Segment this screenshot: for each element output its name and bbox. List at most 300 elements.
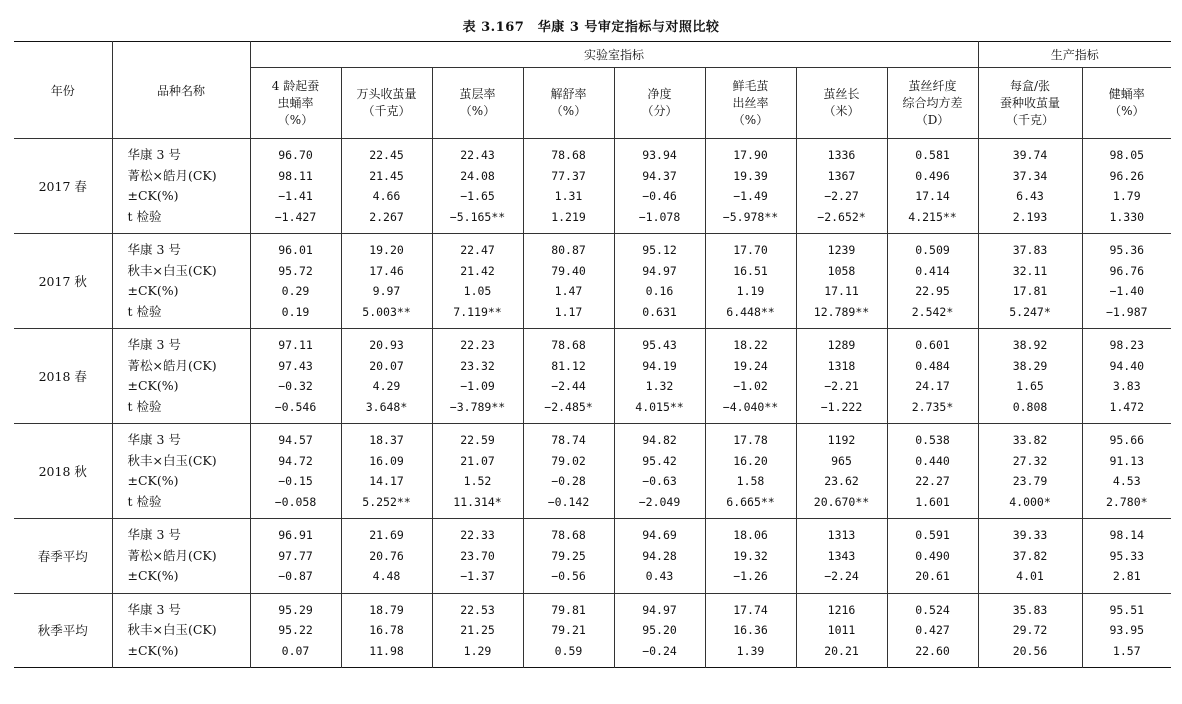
value: −0.142 [547, 494, 590, 509]
variety-name: 华康 3 号 [127, 601, 181, 617]
value: 98.14 [1109, 528, 1145, 542]
value: −0.32 [278, 379, 313, 393]
value-cell [978, 234, 1082, 329]
value-cell [887, 139, 978, 234]
column-header-line: 鲜毛茧 [732, 78, 769, 93]
value: 16.51 [733, 263, 768, 278]
column-header-line: （D） [915, 112, 950, 127]
value: −2.21 [824, 379, 859, 393]
table-row-group [14, 519, 1171, 594]
value: −1.41 [278, 189, 313, 203]
value: 1367 [827, 168, 856, 183]
value-cell [978, 593, 1082, 668]
value: 95.12 [642, 243, 677, 257]
value: 1313 [827, 528, 856, 542]
value: 4.015** [635, 399, 684, 414]
value: 0.591 [915, 528, 950, 542]
value: 94.69 [642, 528, 677, 542]
value: 1.57 [1112, 643, 1141, 658]
value: 12.789** [813, 304, 870, 319]
value: 16.78 [369, 623, 404, 637]
value: 3.83 [1112, 379, 1141, 393]
value: 27.32 [1012, 453, 1048, 468]
value-cell [523, 593, 614, 668]
value: 1.58 [736, 474, 765, 488]
value: 95.20 [642, 623, 677, 637]
variety-cell [112, 593, 250, 668]
column-header-line: 蚕种收茧量 [1000, 95, 1061, 110]
data-table [14, 41, 1171, 668]
variety-name: 华康 3 号 [127, 147, 181, 162]
value: 1343 [827, 548, 856, 563]
value: 965 [831, 453, 852, 468]
value-cell [705, 593, 796, 668]
variety-cell [112, 519, 250, 594]
variety-name: 菁松×皓月(CK) [127, 167, 217, 183]
table-row-group [14, 329, 1171, 424]
column-header-line: 茧丝长 [823, 87, 860, 101]
value-cell [250, 139, 341, 234]
value-cell [796, 424, 887, 519]
value: 1.29 [463, 643, 492, 658]
value-cell [341, 593, 432, 668]
column-header-line: （%） [550, 104, 587, 118]
value: 1.601 [915, 494, 950, 509]
value: −5.165** [449, 209, 506, 224]
variety-name: t 检验 [127, 303, 162, 319]
value: 79.81 [551, 602, 586, 617]
value-cell [796, 593, 887, 668]
value-cell [1082, 593, 1171, 668]
column-header-line: （米） [823, 104, 860, 118]
variety-name: ±CK(%) [127, 642, 179, 658]
value: 21.42 [460, 263, 495, 278]
value: 0.496 [915, 168, 950, 183]
column-header [705, 68, 796, 139]
column-header-line: 4 龄起蚕 [271, 78, 320, 93]
value: 38.29 [1012, 358, 1048, 373]
variety-name: t 检验 [127, 493, 162, 509]
value: 20.56 [1012, 643, 1048, 658]
value: 20.93 [369, 338, 404, 352]
value-cell [523, 234, 614, 329]
value: 95.36 [1109, 243, 1145, 257]
column-header [250, 68, 341, 139]
value: 18.22 [733, 338, 768, 352]
value: 35.83 [1012, 602, 1048, 617]
value-cell [341, 234, 432, 329]
value: 95.33 [1109, 548, 1145, 563]
value: 0.07 [281, 643, 310, 658]
value-cell [705, 424, 796, 519]
value: 1.05 [463, 284, 492, 298]
value: 78.68 [551, 338, 586, 352]
column-header-line: （%） [459, 104, 496, 118]
value: 0.538 [915, 433, 950, 447]
value: 94.97 [642, 602, 677, 617]
value-cell [705, 329, 796, 424]
value: 93.95 [1109, 623, 1145, 637]
value: 4.66 [372, 189, 401, 203]
value-cell [887, 329, 978, 424]
value: 1318 [827, 358, 856, 373]
column-header [523, 68, 614, 139]
value-cell [796, 329, 887, 424]
value: 17.70 [733, 243, 768, 257]
value: 0.29 [281, 284, 310, 298]
value: 79.02 [551, 453, 586, 468]
value: 96.70 [278, 148, 313, 162]
column-header-line: 茧丝纤度 [908, 78, 957, 93]
value: 16.36 [733, 623, 768, 637]
value: −1.427 [274, 209, 317, 224]
value: 6.43 [1016, 189, 1044, 203]
header-year: 年份 [14, 42, 112, 139]
value: 37.82 [1012, 548, 1048, 563]
value: 7.119** [453, 304, 502, 319]
value: −1.65 [460, 189, 495, 203]
variety-name: t 检验 [127, 208, 162, 224]
value: 18.06 [733, 528, 768, 542]
value: 98.05 [1109, 148, 1145, 162]
value: 1.65 [1016, 379, 1044, 393]
variety-name: 秋丰×白玉(CK) [127, 262, 217, 278]
table-title: 表 3.167 华康 3 号审定指标与对照比较 [462, 20, 720, 35]
variety-name: t 检验 [127, 398, 162, 414]
value: 38.92 [1012, 338, 1048, 352]
value: 11.98 [369, 643, 404, 658]
value-cell [341, 139, 432, 234]
value: 79.25 [551, 548, 586, 563]
value: 22.23 [460, 338, 495, 352]
value-cell [432, 234, 523, 329]
value: 6.665** [726, 494, 775, 509]
value: 94.57 [278, 433, 313, 447]
variety-cell [112, 234, 250, 329]
variety-name: 秋丰×白玉(CK) [127, 622, 217, 637]
value-cell [614, 329, 705, 424]
value: −0.46 [642, 189, 677, 203]
value-cell [341, 329, 432, 424]
value: −4.040** [722, 399, 779, 414]
value: 0.484 [915, 358, 950, 373]
value: 97.77 [278, 548, 313, 563]
column-header-line: （%） [1109, 104, 1145, 118]
value-cell [887, 424, 978, 519]
column-header-line: （%） [277, 112, 314, 127]
value-cell [432, 519, 523, 594]
value-cell [796, 139, 887, 234]
column-header [1082, 68, 1171, 139]
value: 4.29 [372, 379, 401, 393]
value: 0.414 [915, 263, 950, 278]
value: 17.74 [733, 602, 768, 617]
value: 4.215** [908, 209, 957, 224]
column-header-line: 健蛹率 [1108, 87, 1145, 101]
value: 96.26 [1109, 168, 1145, 183]
value: 2.735* [911, 399, 954, 414]
value: 5.003** [362, 304, 411, 319]
value: −1.49 [733, 189, 768, 203]
value: 20.670** [813, 494, 870, 509]
value: 22.27 [915, 474, 950, 488]
value: 22.95 [915, 284, 950, 298]
variety-name: 菁松×皓月(CK) [127, 357, 217, 373]
value: 0.524 [915, 602, 950, 617]
column-header-line: 虫蛹率 [277, 95, 314, 110]
value: 78.74 [551, 433, 586, 447]
value: 1216 [827, 602, 856, 617]
value: 14.17 [369, 474, 404, 488]
value: 1058 [827, 263, 856, 278]
value: 0.19 [281, 304, 310, 319]
value-cell [523, 329, 614, 424]
value: 0.509 [915, 243, 950, 257]
value: 22.53 [460, 602, 495, 617]
value: 1192 [827, 433, 856, 447]
value: 95.72 [278, 263, 313, 278]
value: 1.39 [736, 643, 765, 658]
variety-name: 华康 3 号 [127, 242, 181, 257]
value: 95.43 [642, 338, 677, 352]
table-row-group [14, 424, 1171, 519]
value: 21.07 [460, 453, 495, 468]
value: −2.24 [824, 569, 859, 583]
value-cell [705, 139, 796, 234]
value: 20.61 [915, 569, 950, 583]
value: 1289 [827, 338, 856, 352]
value: 98.23 [1109, 338, 1145, 352]
column-header-line: （千克） [362, 104, 411, 118]
value: 23.79 [1012, 474, 1048, 488]
value-cell [614, 139, 705, 234]
value: 1.219 [551, 209, 586, 224]
value-cell [1082, 519, 1171, 594]
value: 19.24 [733, 358, 768, 373]
variety-cell [112, 424, 250, 519]
value: 96.01 [278, 243, 313, 257]
column-header-line: 万头收茧量 [356, 87, 417, 101]
value-cell [523, 139, 614, 234]
value: 0.427 [915, 623, 950, 637]
value: 0.601 [915, 338, 950, 352]
value: 18.79 [369, 602, 404, 617]
value: 77.37 [551, 168, 586, 183]
value-cell [887, 234, 978, 329]
variety-name: ±CK(%) [127, 188, 179, 203]
value: 19.39 [733, 168, 768, 183]
table-row-group [14, 234, 1171, 329]
year-cell: 2018 秋 [14, 424, 112, 519]
value: 1.19 [736, 284, 765, 298]
value: 78.68 [551, 148, 586, 162]
value: 95.66 [1109, 433, 1145, 447]
value: 5.252** [362, 494, 411, 509]
column-header [341, 68, 432, 139]
value: −0.058 [274, 494, 317, 509]
value-cell [250, 519, 341, 594]
header-variety: 品种名称 [112, 42, 250, 139]
value-cell [523, 519, 614, 594]
value: 1011 [827, 623, 856, 637]
column-header [432, 68, 523, 139]
value: 23.70 [460, 548, 495, 563]
year-cell: 2018 春 [14, 329, 112, 424]
value: 16.20 [733, 453, 768, 468]
value: −0.546 [274, 399, 317, 414]
value-cell [1082, 424, 1171, 519]
value-cell [1082, 329, 1171, 424]
value-cell [1082, 139, 1171, 234]
value: 79.21 [551, 623, 586, 637]
value: 37.34 [1012, 168, 1048, 183]
value: 17.11 [824, 284, 859, 298]
value-cell [796, 234, 887, 329]
column-header-line: 综合均方差 [902, 95, 963, 110]
value: 18.37 [369, 433, 404, 447]
variety-name: 华康 3 号 [127, 432, 181, 447]
value: 2.542* [911, 304, 954, 319]
value: 24.17 [915, 379, 950, 393]
value: 4.53 [1112, 474, 1141, 488]
value: 37.83 [1012, 243, 1048, 257]
value: 78.68 [551, 528, 586, 542]
value-cell [978, 329, 1082, 424]
value-cell [341, 519, 432, 594]
value: 1.79 [1112, 189, 1141, 203]
variety-name: 秋丰×白玉(CK) [127, 452, 217, 468]
value: 21.69 [369, 528, 404, 542]
value: −1.09 [460, 379, 495, 393]
value: 80.87 [551, 243, 586, 257]
value-cell [432, 424, 523, 519]
value-cell [705, 234, 796, 329]
column-header-line: 茧层率 [459, 87, 496, 101]
column-header-line: （千克） [1006, 112, 1055, 127]
value: 0.440 [915, 453, 950, 468]
value: 5.247* [1009, 304, 1051, 319]
value: −1.222 [820, 399, 863, 414]
value: 2.267 [369, 209, 404, 224]
value-cell [614, 519, 705, 594]
value: −1.02 [733, 379, 768, 393]
column-header-line: （分） [641, 104, 678, 118]
value: 95.22 [278, 623, 313, 637]
year-cell: 春季平均 [14, 519, 112, 594]
value: −0.28 [551, 474, 586, 488]
column-header [796, 68, 887, 139]
value: 33.82 [1012, 433, 1048, 447]
value: −0.87 [278, 569, 313, 583]
value: 21.25 [460, 623, 495, 637]
value: 1336 [827, 148, 856, 162]
value-cell [1082, 234, 1171, 329]
value: 0.808 [1012, 399, 1048, 414]
value: 16.09 [369, 453, 404, 468]
value: 4.01 [1016, 569, 1044, 583]
value-cell [978, 424, 1082, 519]
value: 3.648* [365, 399, 408, 414]
year-cell: 2017 春 [14, 139, 112, 234]
value: −1.078 [638, 209, 681, 224]
value: 32.11 [1012, 263, 1048, 278]
value: 2.81 [1112, 569, 1141, 583]
variety-cell [112, 329, 250, 424]
table-row-group [14, 139, 1171, 234]
value: 2.193 [1012, 209, 1048, 224]
value: 1.17 [554, 304, 583, 319]
value: 1.52 [463, 474, 492, 488]
value: 0.631 [642, 304, 677, 319]
value: 0.490 [915, 548, 950, 563]
value: −2.652* [817, 209, 866, 224]
header-prod-group: 生产指标 [978, 42, 1171, 68]
value: 29.72 [1012, 623, 1048, 637]
value: 94.72 [278, 453, 313, 468]
value: 22.47 [460, 243, 495, 257]
value: −5.978** [722, 209, 779, 224]
column-header [978, 68, 1082, 139]
value: 96.91 [278, 528, 313, 542]
value: −0.63 [642, 474, 677, 488]
value: 1.47 [554, 284, 583, 298]
value: 95.29 [278, 602, 313, 617]
value: 4.000* [1009, 494, 1051, 509]
value: 11.314* [453, 494, 502, 509]
value: −1.26 [733, 569, 768, 583]
value: 94.97 [642, 263, 677, 278]
value: 21.45 [369, 168, 404, 183]
value: 22.60 [915, 643, 950, 658]
value: 22.45 [369, 148, 404, 162]
value: 93.94 [642, 148, 677, 162]
value: 95.42 [642, 453, 677, 468]
value: 19.32 [733, 548, 768, 563]
value: 94.28 [642, 548, 677, 563]
year-cell: 秋季平均 [37, 623, 88, 639]
value: 17.81 [1012, 284, 1048, 298]
value: 0.59 [554, 643, 583, 658]
value: 91.13 [1109, 453, 1145, 468]
variety-name: ±CK(%) [127, 378, 179, 393]
value-cell [250, 424, 341, 519]
column-header [887, 68, 978, 139]
value-cell [432, 329, 523, 424]
value: 4.48 [372, 569, 401, 583]
column-header-line: 每盒/张 [1009, 78, 1051, 93]
variety-name: ±CK(%) [127, 283, 179, 298]
value: 94.82 [642, 433, 677, 447]
value: −3.789** [449, 399, 506, 414]
value: 81.12 [551, 358, 586, 373]
value: 0.43 [645, 569, 674, 583]
value: −2.485* [544, 399, 593, 414]
value: −2.44 [551, 379, 586, 393]
value: −0.56 [551, 569, 586, 583]
value: 22.59 [460, 433, 495, 447]
value: 6.448** [726, 304, 775, 319]
variety-cell [112, 139, 250, 234]
value: 98.11 [278, 168, 313, 183]
value: 17.14 [915, 189, 950, 203]
value-cell [250, 593, 341, 668]
value: 22.43 [460, 148, 495, 162]
value: 20.21 [824, 643, 859, 658]
value: 39.33 [1012, 528, 1048, 542]
value: 97.11 [278, 338, 313, 352]
value: 9.97 [372, 284, 401, 298]
value: 2.780* [1106, 494, 1148, 509]
